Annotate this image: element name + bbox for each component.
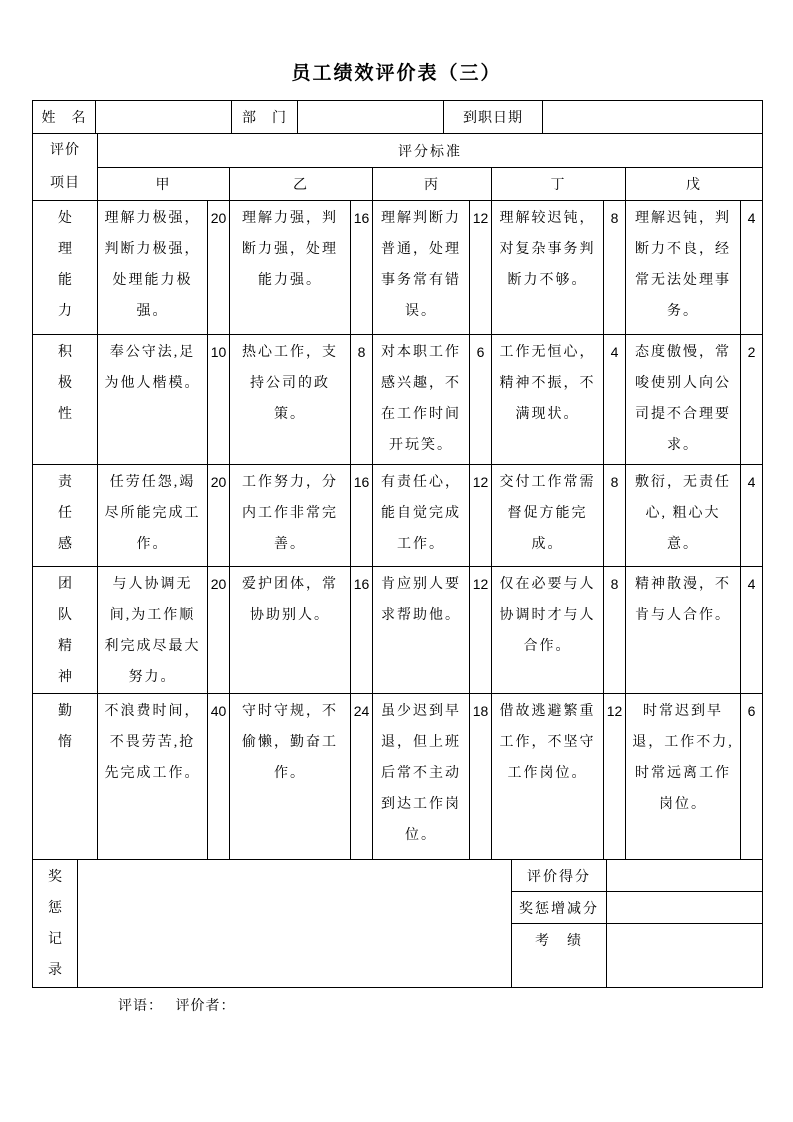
criteria-text: 借故逃避繁重工作，不坚守工作岗位。 [492,694,604,860]
reward-adjustment-label: 奖惩增减分 [512,892,607,924]
criteria-text: 理解迟钝，判断力不良，经常无法处理事务。 [626,201,741,335]
page-title: 员工绩效评价表（三） [291,63,502,84]
score-value: 16 [351,201,373,335]
criteria-text: 守时守规，不偷懒，勤奋工作。 [230,694,351,860]
criteria-text: 有责任心，能自觉完成工作。 [373,465,470,567]
department-field[interactable] [298,101,444,134]
score-value: 16 [351,465,373,567]
summary-table [32,859,763,988]
criteria-text: 奉公守法,足为他人楷模。 [98,335,208,465]
score-value: 12 [470,567,492,694]
criteria-text: 任劳任怨,竭尽所能完成工作。 [98,465,208,567]
appraisal-field[interactable] [607,924,763,988]
score-value: 20 [208,567,230,694]
info-table [32,100,763,134]
score-value: 10 [208,335,230,465]
table-row-teamwork [33,567,763,694]
scoring-standard-header: 评分标准 [98,134,763,168]
score-value: 40 [208,694,230,860]
criteria-text: 理解力极强，判断力极强，处理能力极强。 [98,201,208,335]
criteria-text: 不浪费时间，不畏劳苦,抢先完成工作。 [98,694,208,860]
criteria-text: 工作无恒心，精神不振，不满现状。 [492,335,604,465]
criteria-text: 理解较迟钝，对复杂事务判断力不够。 [492,201,604,335]
score-value: 12 [470,201,492,335]
criteria-text: 理解判断力普通，处理事务常有错误。 [373,201,470,335]
criteria-text: 虽少迟到早退，但上班后常不主动到达工作岗位。 [373,694,470,860]
criteria-text: 爱护团体，常协助别人。 [230,567,351,694]
category-label: 积极性 [33,335,98,465]
header-row-grades [33,168,763,201]
reward-adjustment-field[interactable] [607,892,763,924]
appraisal-label: 考 绩 [512,924,607,988]
score-value: 4 [741,465,763,567]
table-row-initiative [33,335,763,465]
grade-header-wu: 戊 [626,168,763,201]
criteria-text: 与人协调无间,为工作顺利完成尽最大努力。 [98,567,208,694]
grade-header-bing: 丙 [373,168,492,201]
evaluator-label: 评价者： [175,999,236,1014]
criteria-text: 对本职工作感兴趣，不在工作时间开玩笑。 [373,335,470,465]
category-label: 责任感 [33,465,98,567]
department-label: 部 门 [232,101,298,134]
criteria-text: 工作努力，分内工作非常完善。 [230,465,351,567]
evaluation-score-field[interactable] [607,860,763,892]
score-value: 4 [741,567,763,694]
hire-date-field[interactable] [543,101,763,134]
grade-header-jia: 甲 [98,168,230,201]
name-field[interactable] [96,101,232,134]
grade-header-ding: 丁 [492,168,626,201]
criteria-text: 交付工作常需督促方能完成。 [492,465,604,567]
info-row [33,101,763,134]
grade-header-yi: 乙 [230,168,373,201]
score-value: 24 [351,694,373,860]
criteria-text: 态度傲慢，常唆使别人向公司提不合理要求。 [626,335,741,465]
score-value: 16 [351,567,373,694]
score-value: 18 [470,694,492,860]
score-value: 8 [604,465,626,567]
criteria-text: 时常迟到早退，工作不力,时常远离工作岗位。 [626,694,741,860]
criteria-text: 敷衍，无责任心, 粗心大意。 [626,465,741,567]
score-value: 6 [470,335,492,465]
criteria-text: 理解力强，判断力强，处理能力强。 [230,201,351,335]
table-row-diligence [33,694,763,860]
category-label: 团队精神 [33,567,98,694]
criteria-text: 热心工作，支持公司的政策。 [230,335,351,465]
criteria-text: 精神散漫，不肯与人合作。 [626,567,741,694]
evaluation-score-label: 评价得分 [512,860,607,892]
score-value: 8 [351,335,373,465]
score-value: 8 [604,567,626,694]
name-label: 姓 名 [33,101,96,134]
score-value: 4 [741,201,763,335]
category-label: 勤惰 [33,694,98,860]
criteria-text: 仅在必要与人协调时才与人合作。 [492,567,604,694]
score-value: 12 [470,465,492,567]
evaluation-form [32,100,762,988]
rewards-record-label: 奖惩记录 [33,860,78,988]
criteria-text: 肯应别人要求帮助他。 [373,567,470,694]
summary-row-score [33,860,763,892]
score-value: 6 [741,694,763,860]
comment-label: 评语： [118,999,163,1014]
score-value: 2 [741,335,763,465]
score-value: 8 [604,201,626,335]
criteria-table [32,133,763,860]
header-row-criteria [33,134,763,168]
score-value: 20 [208,201,230,335]
score-value: 20 [208,465,230,567]
score-value: 12 [604,694,626,860]
category-label: 处理能力 [33,201,98,335]
eval-items-header: 评价项目 [33,134,98,201]
hire-date-label: 到职日期 [444,101,543,134]
score-value: 4 [604,335,626,465]
footnote [118,995,236,1015]
rewards-record-field[interactable] [78,860,512,988]
table-row-handling-ability [33,201,763,335]
table-row-responsibility [33,465,763,567]
